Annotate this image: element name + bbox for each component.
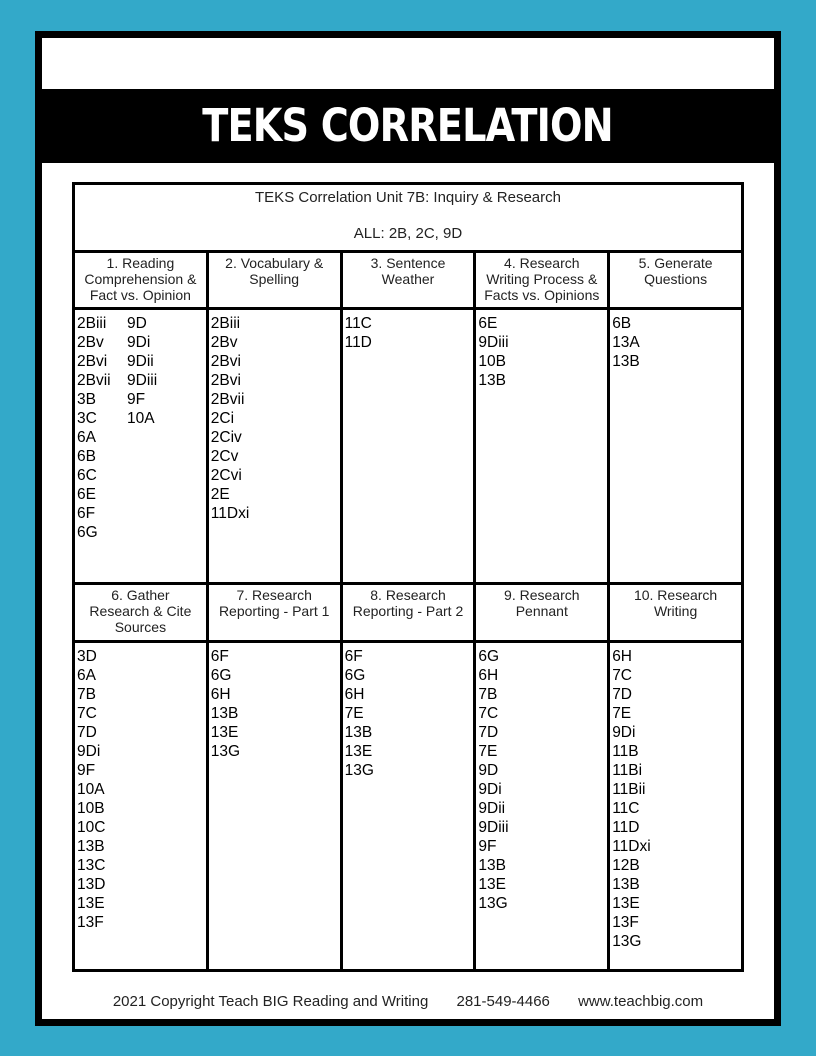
- standard-row: [478, 894, 607, 913]
- standard-row: [77, 428, 206, 447]
- standards-list: [209, 310, 340, 523]
- standard-row: [211, 485, 340, 504]
- standard-code: 7D: [612, 685, 633, 703]
- standard-row: [612, 647, 741, 666]
- standard-code: 13B: [478, 856, 506, 874]
- standard-row: [211, 704, 340, 723]
- standards-list: [610, 643, 741, 951]
- standard-row: [478, 371, 607, 390]
- standard-code: 13B: [612, 875, 640, 893]
- standard-code: 13E: [210, 723, 239, 741]
- standard-code: 6C: [77, 467, 97, 485]
- standard-code: 13B: [344, 723, 373, 741]
- standard-row: [77, 409, 206, 428]
- section-header: [609, 584, 743, 641]
- standard-row: [77, 666, 206, 685]
- section-header-line: Weather: [381, 271, 435, 288]
- section-header-line: 5. Generate: [638, 255, 713, 272]
- standard-row: [211, 723, 340, 742]
- standard-code: 3C: [77, 410, 97, 428]
- standard-row: [478, 761, 607, 780]
- standard-code: 11B: [612, 742, 639, 760]
- standard-row: [77, 485, 206, 504]
- standards-cell: [475, 309, 609, 584]
- standards-cell: [341, 309, 475, 584]
- standard-row: [77, 894, 206, 913]
- standard-row: [478, 647, 607, 666]
- section-header: [74, 252, 208, 309]
- section-header-line: 9. Research: [504, 587, 580, 604]
- standard-code: 6H: [478, 666, 499, 684]
- standard-row: [77, 390, 206, 409]
- standard-row: [612, 352, 741, 371]
- standard-code: 11Bii: [612, 780, 646, 798]
- standard-code: 9Dii: [127, 353, 154, 371]
- standard-code: 6F: [344, 647, 363, 665]
- section-header: [74, 584, 208, 641]
- standards-list: [343, 643, 474, 780]
- standard-row: [211, 314, 340, 333]
- standard-code: 2Bvii: [77, 372, 111, 390]
- standard-code: 13G: [210, 742, 241, 760]
- standard-row: [345, 704, 474, 723]
- standard-row: [612, 799, 741, 818]
- standard-row: [77, 837, 206, 856]
- standard-code: 6F: [77, 505, 96, 523]
- section-header: [341, 252, 475, 309]
- standards-cell: [609, 641, 743, 970]
- standard-code: 3D: [77, 647, 97, 665]
- standard-code: 9F: [478, 837, 497, 855]
- standard-code: 11Bi: [612, 761, 643, 779]
- worksheet-page: [35, 31, 781, 1026]
- standard-row: [211, 742, 340, 761]
- standard-code: 2Biii: [77, 315, 107, 333]
- standards-list: [209, 643, 340, 761]
- standard-row: [345, 685, 474, 704]
- standard-code: 3B: [77, 391, 96, 409]
- standard-code: 6G: [478, 647, 500, 665]
- standards-cell: [207, 309, 341, 584]
- standard-row: [612, 761, 741, 780]
- section-header-line: 6. Gather: [111, 587, 170, 604]
- standard-row: [478, 704, 607, 723]
- standard-row: [478, 314, 607, 333]
- standard-row: [345, 761, 474, 780]
- section-header: [475, 252, 609, 309]
- standard-row: [77, 913, 206, 932]
- standard-row: [77, 333, 206, 352]
- standards-list: [75, 310, 206, 542]
- standard-row: [612, 932, 741, 951]
- standards-cell: [475, 641, 609, 970]
- standards-list: [75, 643, 206, 932]
- standard-row: [478, 799, 607, 818]
- standard-row: [478, 780, 607, 799]
- standard-code: 13E: [77, 894, 105, 912]
- standard-row: [478, 875, 607, 894]
- standard-code: 9Diii: [478, 818, 509, 836]
- standard-code: 11D: [344, 334, 372, 352]
- standard-code: 7C: [612, 666, 633, 684]
- section-header-line: 3. Sentence: [370, 255, 446, 272]
- standard-code: 9D: [127, 315, 147, 333]
- standard-row: [211, 647, 340, 666]
- standard-row: [345, 666, 474, 685]
- standard-code: 2Bvi: [210, 353, 241, 371]
- standard-code: 2Cv: [210, 448, 239, 466]
- section-header-line: Spelling: [249, 271, 300, 288]
- standard-row: [612, 875, 741, 894]
- standards-list: [610, 310, 741, 371]
- standard-row: [478, 856, 607, 875]
- standard-row: [77, 447, 206, 466]
- standard-row: [612, 818, 741, 837]
- standards-cell: [74, 309, 208, 584]
- standards-cell: [341, 641, 475, 970]
- standard-row: [478, 818, 607, 837]
- section-header-line: Research & Cite: [89, 603, 192, 620]
- standard-code: 7E: [478, 742, 498, 760]
- standard-code: 11D: [612, 818, 640, 836]
- standard-code: 12B: [612, 856, 640, 874]
- standard-code: 9Diii: [127, 372, 158, 390]
- standard-row: [612, 780, 741, 799]
- all-standards: ALL: 2B, 2C, 9D: [353, 225, 463, 242]
- standard-row: [612, 704, 741, 723]
- standard-row: [612, 723, 741, 742]
- standard-row: [77, 780, 206, 799]
- standard-row: [612, 913, 741, 932]
- standard-row: [612, 666, 741, 685]
- standard-code: 13E: [344, 742, 373, 760]
- standard-code: 6B: [77, 448, 96, 466]
- title-banner: [42, 89, 774, 163]
- standard-code: 13D: [77, 875, 106, 893]
- teks-correlation-table: [72, 182, 744, 972]
- standard-row: [77, 723, 206, 742]
- standard-code: 7E: [612, 704, 632, 722]
- standard-code: 11C: [344, 315, 372, 333]
- standard-code: 11C: [612, 799, 640, 817]
- standard-row: [612, 333, 741, 352]
- standards-row: [74, 641, 743, 970]
- standard-code: 9Dii: [478, 799, 506, 817]
- standard-row: [77, 875, 206, 894]
- standard-code: 7B: [77, 685, 96, 703]
- section-header-line: 2. Vocabulary &: [225, 255, 324, 272]
- section-header: [207, 252, 341, 309]
- standard-code: 9Di: [127, 334, 151, 352]
- standard-code: 6A: [77, 666, 96, 684]
- standard-code: 7C: [77, 704, 97, 722]
- section-header: [207, 584, 341, 641]
- standard-code: 6H: [210, 685, 231, 703]
- standards-list: [476, 310, 607, 390]
- standard-code: 13G: [344, 761, 374, 779]
- standard-code: 9F: [77, 761, 96, 779]
- standard-code: 9Di: [478, 780, 502, 798]
- standard-code: 2Ci: [210, 410, 235, 428]
- standard-code: 2Civ: [210, 429, 242, 447]
- standard-code: 9Di: [612, 723, 636, 741]
- standard-code: 11Dxi: [612, 837, 651, 855]
- standard-code: 6E: [478, 315, 498, 333]
- standard-row: [211, 352, 340, 371]
- standard-row: [211, 428, 340, 447]
- standard-code: 6A: [77, 429, 96, 447]
- standard-code: 6F: [210, 647, 229, 665]
- standard-row: [612, 894, 741, 913]
- standard-code: 2E: [210, 486, 230, 504]
- standards-row: [74, 309, 743, 584]
- standard-code: 2Bvi: [210, 372, 241, 390]
- section-header: [475, 584, 609, 641]
- standard-code: 13F: [612, 913, 639, 931]
- standard-row: [478, 666, 607, 685]
- standard-code: 13B: [210, 704, 239, 722]
- standard-code: 13B: [478, 372, 506, 390]
- standard-code: 2Bvii: [210, 391, 245, 409]
- page-title: TEKS CORRELATION: [202, 99, 614, 152]
- standard-code: 10A: [127, 410, 155, 428]
- standard-code: 2Bv: [77, 334, 104, 352]
- website-link: www.teachbig.com: [578, 993, 704, 1010]
- standard-code: 10A: [77, 780, 105, 798]
- standard-row: [345, 647, 474, 666]
- standard-row: [478, 723, 607, 742]
- standard-row: [211, 504, 340, 523]
- standard-code: 9D: [478, 761, 499, 779]
- section-header-line: 7. Research: [236, 587, 312, 604]
- section-header-row: [74, 252, 743, 309]
- section-header-line: Pennant: [515, 603, 568, 620]
- phone-number: 281-549-4466: [456, 993, 550, 1010]
- standard-row: [345, 742, 474, 761]
- standard-row: [612, 685, 741, 704]
- standard-code: 6G: [77, 524, 98, 542]
- section-header-line: 1. Reading: [106, 255, 175, 272]
- standard-code: 6H: [612, 647, 633, 665]
- section-header: [341, 584, 475, 641]
- standard-row: [345, 314, 474, 333]
- standard-row: [211, 666, 340, 685]
- standard-row: [77, 466, 206, 485]
- standard-row: [211, 685, 340, 704]
- standard-row: [211, 409, 340, 428]
- section-header-row: [74, 584, 743, 641]
- standard-row: [77, 504, 206, 523]
- section-header-line: Facts vs. Opinions: [484, 287, 600, 304]
- standard-code: 11Dxi: [210, 505, 250, 523]
- standard-code: 6G: [344, 666, 366, 684]
- standard-row: [478, 837, 607, 856]
- section-header-line: Writing Process &: [486, 271, 598, 288]
- standard-row: [478, 685, 607, 704]
- standard-code: 13G: [478, 894, 508, 912]
- standard-code: 6G: [210, 666, 232, 684]
- section-header-line: Reporting - Part 2: [352, 603, 464, 620]
- standard-row: [612, 837, 741, 856]
- standard-row: [612, 856, 741, 875]
- standard-code: 13F: [77, 913, 104, 931]
- standard-code: 7E: [344, 704, 364, 722]
- standard-code: 10B: [77, 799, 105, 817]
- standard-row: [77, 856, 206, 875]
- standard-row: [77, 761, 206, 780]
- standard-row: [77, 371, 206, 390]
- footer: [42, 993, 774, 1010]
- standards-cell: [207, 641, 341, 970]
- standard-code: 13E: [478, 875, 506, 893]
- standard-code: 2Bv: [210, 334, 238, 352]
- standard-code: 13A: [612, 334, 640, 352]
- standard-code: 10B: [478, 353, 506, 371]
- standard-code: 6E: [77, 486, 96, 504]
- standard-row: [77, 704, 206, 723]
- standard-row: [211, 371, 340, 390]
- standard-row: [211, 447, 340, 466]
- section-header-line: Comprehension &: [84, 271, 197, 288]
- section-header-line: Questions: [644, 271, 708, 288]
- standard-code: 7D: [478, 723, 499, 741]
- standard-code: 6B: [612, 315, 632, 333]
- standards-list: [343, 310, 474, 352]
- standard-code: 7D: [77, 723, 97, 741]
- section-header: [609, 252, 743, 309]
- standard-code: 9Di: [77, 742, 101, 760]
- unit-title: TEKS Correlation Unit 7B: Inquiry & Research: [255, 189, 561, 206]
- standard-row: [77, 647, 206, 666]
- standard-row: [478, 333, 607, 352]
- section-header-line: Sources: [114, 619, 167, 636]
- standard-code: 6H: [344, 685, 365, 703]
- standard-code: 13E: [612, 894, 640, 912]
- standard-code: 13B: [612, 353, 640, 371]
- section-header-line: 8. Research: [370, 587, 446, 604]
- standard-row: [211, 390, 340, 409]
- section-header-line: 10. Research: [633, 587, 718, 604]
- section-header-line: Reporting - Part 1: [218, 603, 330, 620]
- standard-row: [612, 314, 741, 333]
- standard-code: 2Bvi: [77, 353, 108, 371]
- standard-row: [211, 466, 340, 485]
- standard-code: 7B: [478, 685, 498, 703]
- standard-code: 9F: [127, 391, 146, 409]
- standards-cell: [609, 309, 743, 584]
- standard-code: 2Cvi: [210, 467, 242, 485]
- table-caption: [74, 184, 743, 252]
- standard-code: 13C: [77, 856, 106, 874]
- standard-code: 7C: [478, 704, 499, 722]
- standard-code: 2Biii: [210, 315, 241, 333]
- section-header-line: Fact vs. Opinion: [89, 287, 191, 304]
- standard-row: [77, 314, 206, 333]
- standard-row: [211, 333, 340, 352]
- standard-row: [612, 742, 741, 761]
- standard-code: 10C: [77, 818, 106, 836]
- standard-row: [478, 742, 607, 761]
- standard-code: 9Diii: [478, 334, 509, 352]
- standard-row: [77, 685, 206, 704]
- copyright-text: 2021 Copyright Teach BIG Reading and Writing: [112, 993, 429, 1010]
- standard-code: 13G: [612, 932, 642, 950]
- standard-row: [77, 523, 206, 542]
- standard-row: [345, 333, 474, 352]
- standard-row: [77, 799, 206, 818]
- standard-row: [478, 352, 607, 371]
- standard-row: [77, 742, 206, 761]
- standard-row: [77, 818, 206, 837]
- standard-code: 13B: [77, 837, 105, 855]
- standards-list: [476, 643, 607, 913]
- section-header-line: 4. Research: [504, 255, 580, 272]
- standards-cell: [74, 641, 208, 970]
- section-header-line: Writing: [653, 603, 698, 620]
- standard-row: [77, 352, 206, 371]
- standard-row: [345, 723, 474, 742]
